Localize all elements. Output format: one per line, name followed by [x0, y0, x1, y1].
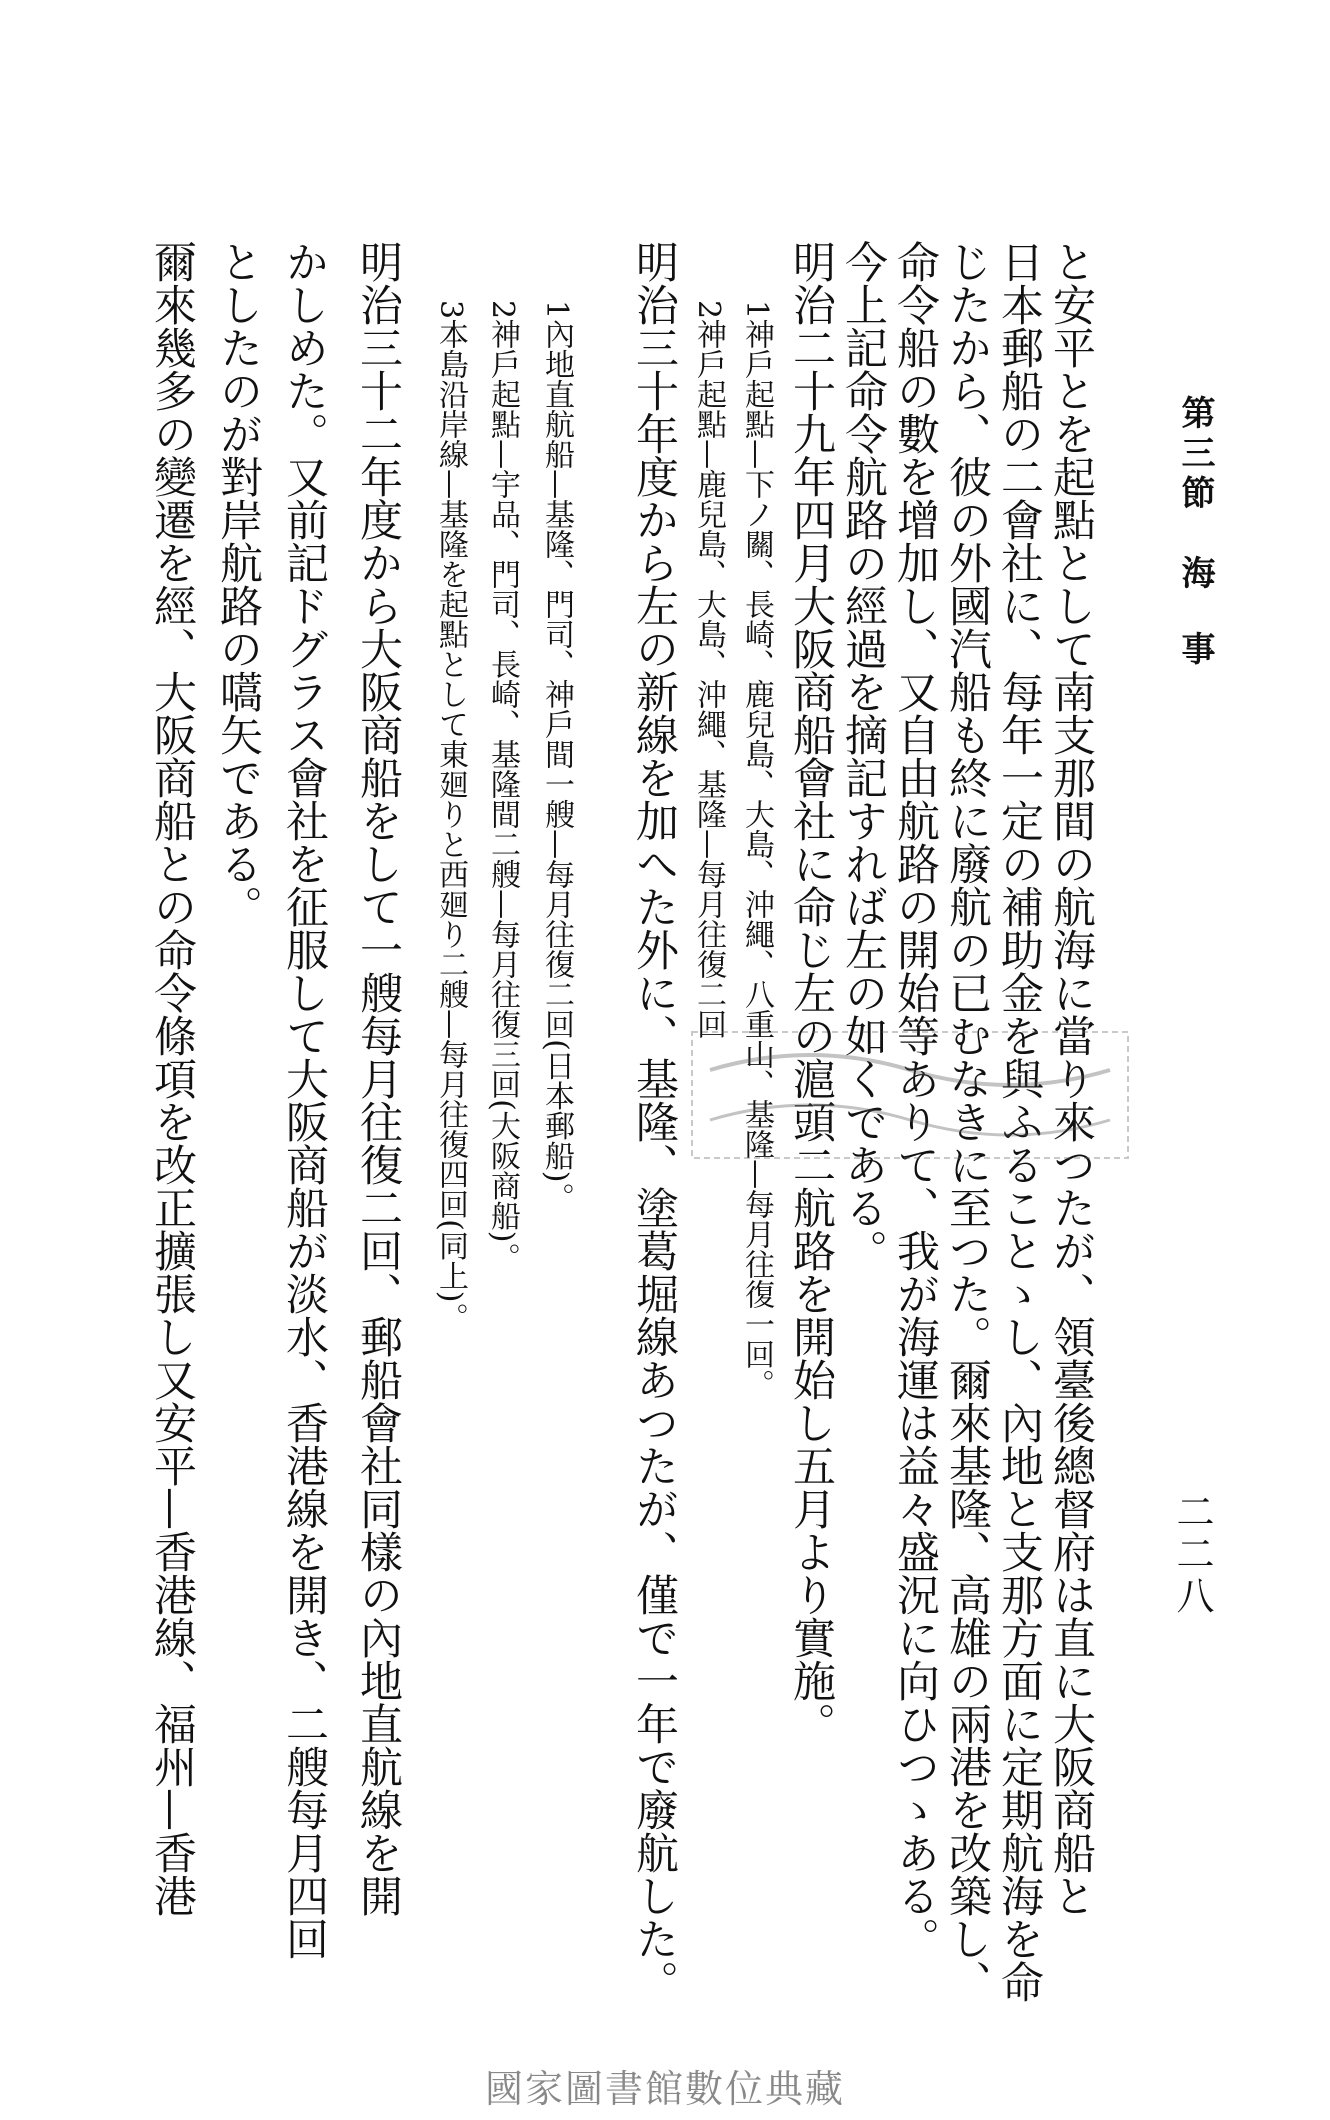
body-line-2: 日本郵船の二會社に、每年一定の補助金を與ふることゝし、內地と支那方面に定期航海を命	[994, 240, 1044, 2003]
body-line-9: かしめた。又前記ドグラス會社を征服して大阪商船が淡水、香港線を開き、二艘每月四回	[279, 240, 329, 1960]
watermark-frame	[692, 1032, 1128, 1158]
body-line-8: 明治三十二年度から大阪商船をして一艘每月往復二回、郵船會社同樣の內地直航線を開	[353, 240, 403, 1917]
body-line-3: じたから、彼の外國汽船も終に廢航の已むなきに至つた。爾來基隆、高雄の兩港を改築し、	[942, 240, 992, 2003]
body-line-6: 明治二十九年四月大阪商船會社に命じ左の滬頭二航路を開始し五月より實施。	[786, 240, 836, 1745]
body-line-1: と安平とを起點として南支那間の航海に當り來つたが、領臺後總督府は直に大阪商船と	[1046, 240, 1096, 1917]
route-item-1: 1神戶起點—下ノ關、長崎、鹿兒島、大島、沖繩、八重山、基隆—每月往復一回。	[739, 300, 774, 1400]
body-line-7: 明治三十年度から左の新線を加へた外に、基隆、塗葛堀線あつたが、僅で一年で廢航した。	[629, 240, 679, 2003]
route-item-3: 1內地直航船—基隆、門司、神戶間一艘—每月往復二回(日本郵船)。	[539, 300, 574, 1213]
taiwan-memory-watermark	[690, 1030, 1130, 1160]
body-line-10: としたのが對岸航路の嚆矢である。	[213, 240, 263, 928]
route-item-5: 3本島沿岸線—基隆を起點として東廻りと西廻り二艘—每月往復四回(同上)。	[433, 300, 468, 1333]
body-line-5: 今上記命令航路の經過を摘記すれば左の如くである。	[838, 240, 888, 1272]
watermark-brush-stroke	[710, 1055, 1110, 1085]
body-line-11: 爾來幾多の變遷を經、大阪商船との命令條項を改正擴張し又安平—香港線、福州—香港	[147, 240, 197, 1917]
watermark-brush-stroke-2	[710, 1105, 1110, 1135]
route-item-2: 2神戶起點—鹿兒島、大島、沖繩、基隆—每月往復二回	[691, 300, 726, 1040]
route-item-4: 2神戶起點—宇品、門司、長崎、基隆間二艘—每月往復三回(大阪商船)。	[485, 300, 520, 1273]
page-header-title: 海事	[1175, 555, 1215, 707]
page-number: 二二八	[1170, 1492, 1214, 1618]
body-line-4: 命令船の數を增加し、又自由航路の開始等ありて、我が海運は益々盛況に向ひつゝある。	[890, 240, 940, 1960]
footer-credit: 國家圖書館數位典藏	[484, 2067, 845, 2111]
page-header-section: 第三節	[1175, 395, 1215, 515]
